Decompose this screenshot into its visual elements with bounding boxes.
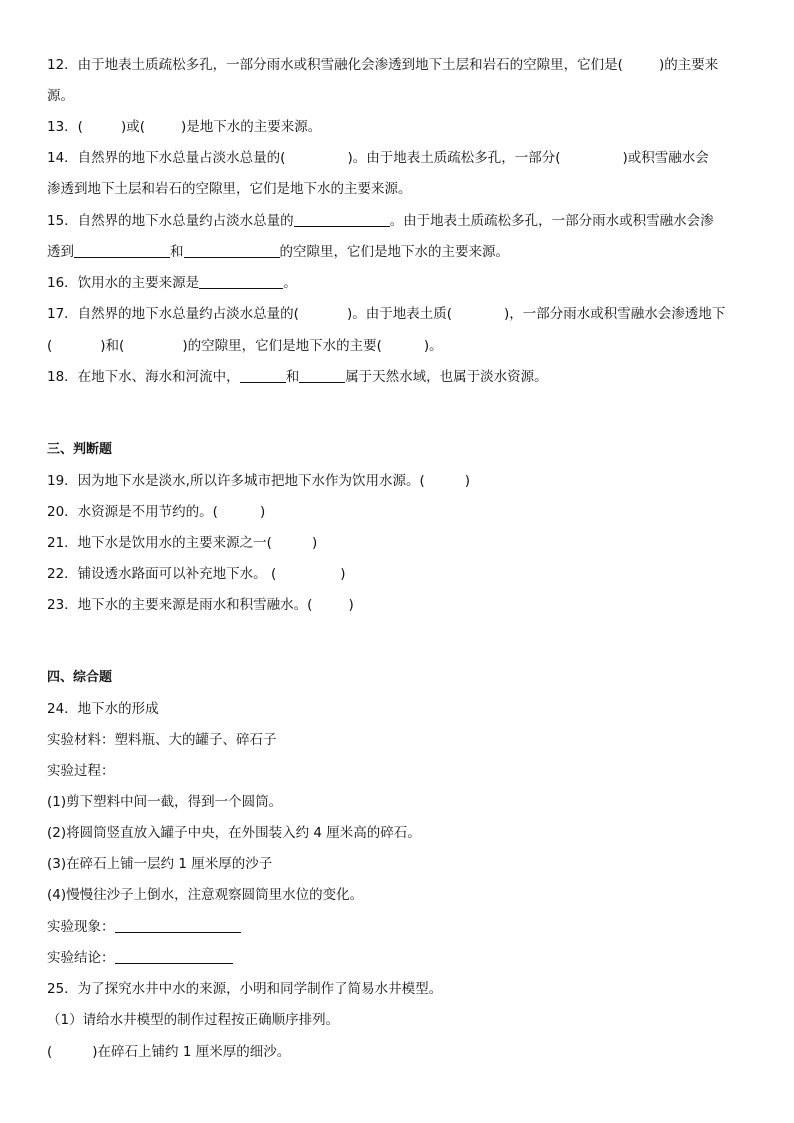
question-21: 21．地下水是饮用水的主要来源之一( ) — [47, 535, 318, 551]
question-17-line-2: ( )和( )的空隙里，它们是地下水的主要( )。 — [47, 338, 443, 354]
experiment-step-3: (3)在碎石上铺一层约 1 厘米厚的沙子 — [47, 856, 273, 872]
section-heading-judgment: 三、判断题 — [47, 442, 113, 457]
question-13: 13．( )或( )是地下水的主要来源。 — [47, 119, 322, 135]
experiment-phenomenon: 实验现象： — [47, 918, 757, 936]
question-22: 22．铺设透水路面可以补充地下水。 ( ) — [47, 566, 346, 582]
question-20: 20．水资源是不用节约的。( ) — [47, 504, 266, 520]
section-heading-comprehensive: 四、综合题 — [47, 670, 113, 685]
question-25-title: 25．为了探究水井中水的来源，小明和同学制作了简易水井模型。 — [47, 981, 443, 997]
answer-blank-underline[interactable] — [74, 243, 170, 258]
question-23: 23．地下水的主要来源是雨水和积雪融水。( ) — [47, 597, 354, 613]
question-25-sub-1: （1）请给水井模型的制作过程按正确顺序排列。 — [47, 1012, 340, 1028]
question-14-line-2: 渗透到地下土层和岩石的空隙里，它们是地下水的主要来源。 — [47, 181, 412, 197]
experiment-process-label: 实验过程： — [47, 763, 115, 779]
question-17-line-1: 17．自然界的地下水总量约占淡水总量的( )。由于地表土质( )，一部分雨水或积雪融水会渗透地下 — [47, 306, 726, 322]
question-19: 19．因为地下水是淡水,所以许多城市把地下水作为饮用水源。( ) — [47, 473, 471, 489]
answer-blank-underline[interactable] — [184, 243, 280, 258]
question-18: 18．在地下水、海水和河流中， 和 属于天然水域，也属于淡水资源。 — [47, 369, 548, 385]
answer-blank-underline[interactable] — [115, 918, 241, 933]
question-25-step: ( )在碎石上铺约 1 厘米厚的细沙。 — [47, 1044, 291, 1060]
question-16: 16．饮用水的主要来源是 。 — [47, 275, 297, 291]
question-12-line-1: 12．由于地表土质疏松多孔，一部分雨水或积雪融化会渗透到地下土层和岩石的空隙里，它们是( )的主要来 — [47, 57, 719, 73]
question-15-line-1: 15．自然界的地下水总量约占淡水总量的 。由于地表土质疏松多孔，一部分雨水或积雪融水会渗 — [47, 213, 714, 229]
answer-blank-underline[interactable] — [199, 274, 283, 289]
experiment-step-2: (2)将圆筒竖直放入罐子中央，在外围装入约 4 厘米高的碎石。 — [47, 825, 421, 841]
question-14-line-1: 14．自然界的地下水总量占淡水总量的( )。由于地表土质疏松多孔，一部分( )或积雪融水会 — [47, 150, 709, 166]
answer-blank-underline[interactable] — [299, 368, 345, 383]
answer-blank-underline[interactable] — [240, 368, 286, 383]
experiment-step-4: (4)慢慢往沙子上倒水，注意观察圆筒里水位的变化。 — [47, 887, 364, 903]
experiment-conclusion: 实验结论： — [47, 949, 757, 967]
experiment-materials: 实验材料：塑料瓶、大的罐子、碎石子 — [47, 732, 277, 748]
answer-blank-underline[interactable] — [294, 212, 390, 227]
question-12-line-2: 源。 — [47, 88, 74, 104]
answer-blank-underline[interactable] — [115, 949, 233, 964]
question-24-title: 24．地下水的形成 — [47, 701, 159, 717]
experiment-step-1: (1)剪下塑料中间一截，得到一个圆筒。 — [47, 794, 283, 810]
question-15-line-2: 透到 和 的空隙里，它们是地下水的主要来源。 — [47, 244, 509, 260]
